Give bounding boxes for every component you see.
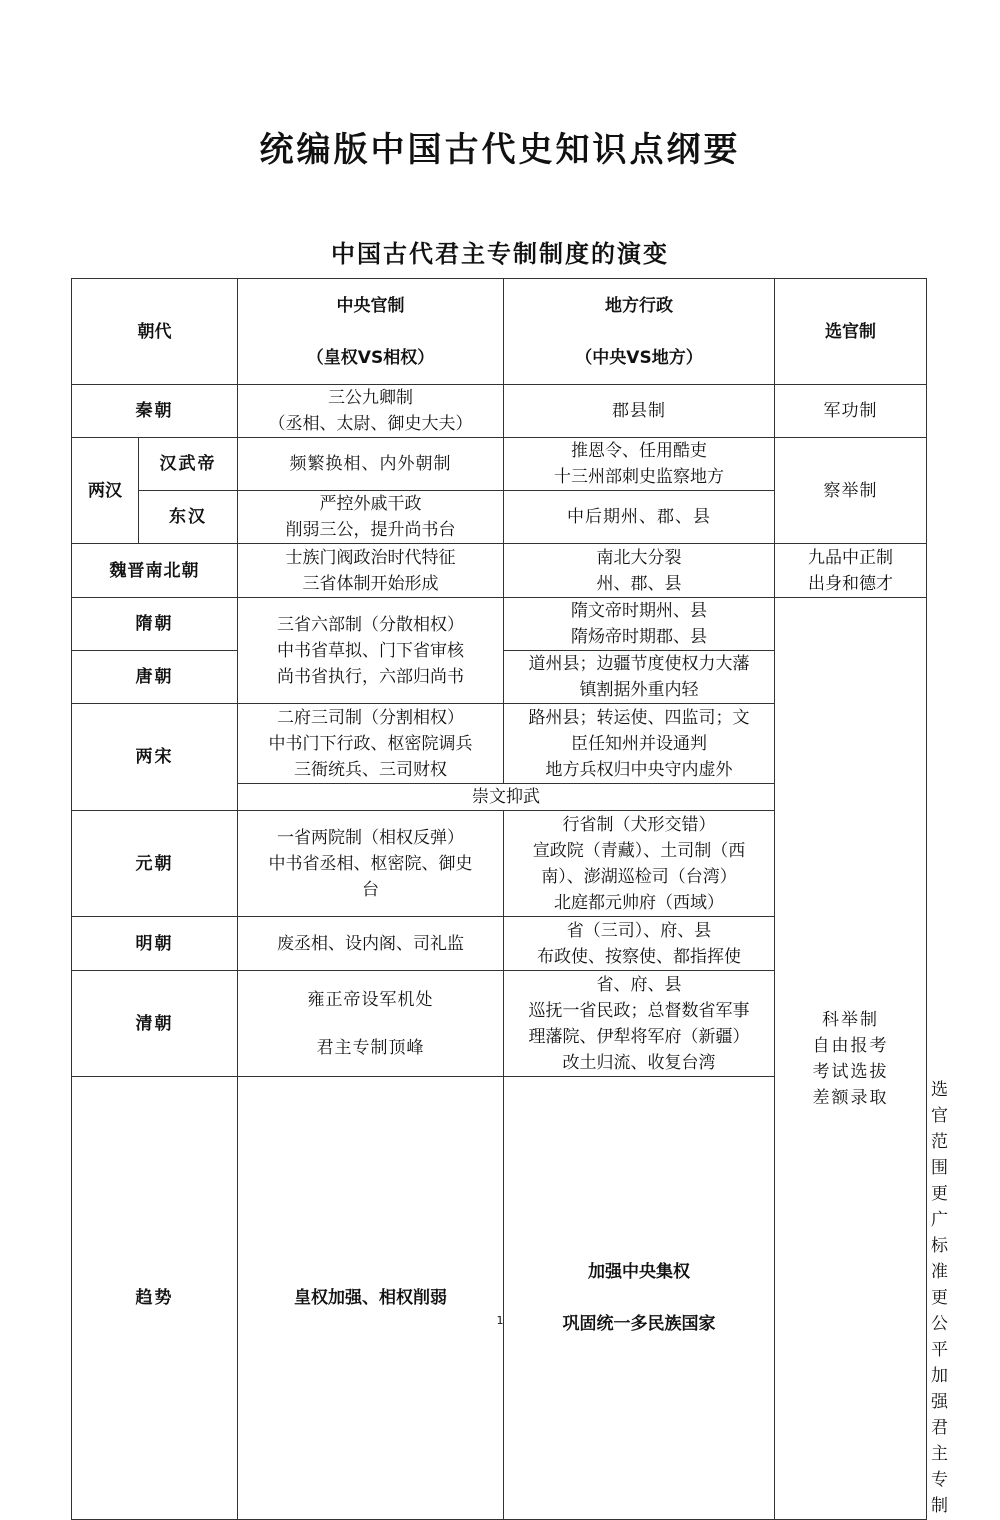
- qing-local-line: 巡抚一省民政；总督数省军事: [528, 1000, 750, 1021]
- dynasty-weijin: 魏晋南北朝: [72, 544, 238, 598]
- row-trend: 趋势: [72, 1077, 238, 1520]
- yuan-central-line: 中书省丞相、枢密院、御史: [268, 853, 473, 874]
- table-header-row: [72, 279, 927, 385]
- weijin-local: [504, 544, 775, 598]
- song-note: 崇文抑武: [238, 784, 775, 811]
- table-row: [72, 598, 927, 651]
- section-title: 中国古代君主专制制度的演变: [331, 240, 669, 268]
- song-central: [238, 704, 504, 784]
- suitang-central-line: 三省六部制（分散相权）: [277, 614, 464, 635]
- qing-central-line: 雍正帝设军机处: [307, 989, 434, 1010]
- table-row: [72, 438, 927, 491]
- han-selection: 察举制: [775, 438, 927, 544]
- header-central: [238, 279, 504, 385]
- yuan-local-line: 北庭都元帅府（西域）: [554, 892, 724, 913]
- header-central-sub: （皇权VS相权）: [306, 347, 435, 368]
- suitang-central-line: 尚书省执行，六部归尚书: [277, 666, 464, 687]
- song-central-line: 中书门下行政、枢密院调兵: [268, 733, 473, 754]
- tang-local-line: 道州县；边疆节度使权力大藩: [528, 654, 750, 674]
- ming-local-line: 布政使、按察使、都指挥使: [537, 946, 741, 967]
- yuan-local-line: 宣政院（青藏）、土司制（西: [532, 840, 746, 861]
- table-row: 趋势 皇权加强、相权削弱 加强中央集权 巩固统一多民族国家 选官范围更广 标准更公平 加强君主专制: [72, 1077, 927, 1520]
- weijin-selection-line: 出身和德才: [808, 573, 893, 594]
- weijin-selection-line: 九品中正制: [808, 547, 893, 568]
- weijin-central-line: 士族门阀政治时代特征: [285, 547, 456, 568]
- table-row: [72, 544, 927, 598]
- wudi-local-line: 十三州部刺史监察地方: [554, 467, 724, 487]
- sui-local-line: 隋文帝时期州、县: [571, 601, 707, 621]
- dynasty-han-group: 两汉: [72, 438, 139, 544]
- song-central-line: 三衙统兵、三司财权: [294, 759, 447, 780]
- weijin-selection: [775, 544, 927, 598]
- qing-central-line: 君主专制顶峰: [316, 1037, 425, 1058]
- keju-line: 考试选拔: [812, 1061, 889, 1082]
- qing-local-line: 改土归流、收复台湾: [562, 1052, 716, 1073]
- donghan-central-line: 削弱三公，提升尚书台: [285, 520, 456, 540]
- sui-local: [504, 598, 775, 651]
- trend-central: 皇权加强、相权削弱: [238, 1077, 504, 1520]
- dynasty-yuan: 元朝: [72, 811, 238, 917]
- tang-local: [504, 651, 775, 704]
- dynasty-sui: 隋朝: [72, 598, 238, 651]
- dynasty-ming: 明朝: [72, 917, 238, 971]
- weijin-local-line: 南北大分裂: [596, 547, 682, 568]
- ming-central: 废丞相、设内阁、司礼监: [238, 917, 504, 971]
- trend-local-line: 加强中央集权: [588, 1262, 690, 1282]
- sui-local-line: 隋炀帝时期郡、县: [571, 627, 707, 647]
- qin-local: 郡县制: [504, 385, 775, 438]
- donghan-central-line: 严控外戚干政: [319, 494, 422, 514]
- keju-line: 差额录取: [812, 1087, 889, 1108]
- dynasty-qing: 清朝: [72, 971, 238, 1077]
- yuan-central-line: 台: [362, 879, 379, 900]
- qin-central: [238, 385, 504, 438]
- qing-central: [238, 971, 504, 1077]
- trend-local-line: 巩固统一多民族国家: [562, 1314, 716, 1334]
- keju-line: 科举制: [822, 1009, 879, 1030]
- header-central-title: 中央官制: [336, 295, 405, 316]
- keju-selection: [775, 598, 927, 1520]
- dynasty-donghan: 东汉: [139, 491, 238, 544]
- dynasty-song: 两宋: [72, 704, 238, 811]
- qing-local-line: 理藩院、伊犁将军府（新疆）: [528, 1026, 750, 1047]
- qin-selection: 军功制: [775, 385, 927, 438]
- tang-local-line: 镇割据外重内轻: [579, 680, 699, 700]
- qing-local-line: 省、府、县: [596, 974, 682, 995]
- wudi-local-line: 推恩令、任用酷吏: [571, 441, 707, 461]
- yuan-central-line: 一省两院制（相权反弹）: [277, 827, 464, 848]
- weijin-central: [238, 544, 504, 598]
- song-local-line: 臣任知州并设通判: [571, 733, 707, 754]
- suitang-central: [238, 598, 504, 704]
- weijin-central-line: 三省体制开始形成: [302, 573, 439, 594]
- keju-line: 自由报考: [812, 1035, 889, 1056]
- ming-local: [504, 917, 775, 971]
- song-local: [504, 704, 775, 784]
- ming-local-line: 省（三司）、府、县: [566, 920, 712, 941]
- yuan-central: [238, 811, 504, 917]
- table-row: [72, 385, 927, 438]
- evolution-table: [71, 278, 948, 1520]
- header-selection: 选官制: [775, 279, 927, 385]
- qing-local: [504, 971, 775, 1077]
- dynasty-tang: 唐朝: [72, 651, 238, 704]
- header-local: [504, 279, 775, 385]
- header-dynasty: 朝代: [72, 279, 238, 385]
- yuan-local-line: 行省制（犬形交错）: [562, 814, 716, 835]
- suitang-central-line: 中书省草拟、门下省审核: [277, 640, 464, 661]
- song-local-line: 路州县；转运使、四监司；文: [528, 707, 750, 728]
- dynasty-han-wudi: 汉武帝: [139, 438, 238, 491]
- header-local-title: 地方行政: [605, 295, 673, 316]
- page-number: 1: [496, 1314, 504, 1327]
- yuan-local: [504, 811, 775, 917]
- qin-central-line: （丞相、太尉、御史大夫）: [268, 414, 473, 434]
- song-local-line: 地方兵权归中央守内虚外: [545, 759, 733, 780]
- document-title: 统编版中国古代史知识点纲要: [259, 130, 741, 170]
- trend-local: [504, 1077, 775, 1520]
- header-local-sub: （中央VS地方）: [575, 347, 703, 368]
- wudi-central: 频繁换相、内外朝制: [238, 438, 504, 491]
- wudi-local: [504, 438, 775, 491]
- yuan-local-line: 南）、澎湖巡检司（台湾）: [541, 866, 737, 887]
- qin-central-line: 三公九卿制: [328, 388, 413, 408]
- donghan-local: 中后期州、郡、县: [504, 491, 775, 544]
- dynasty-qin: 秦朝: [72, 385, 238, 438]
- song-central-line: 二府三司制（分割相权）: [277, 707, 464, 728]
- weijin-local-line: 州、郡、县: [596, 573, 682, 594]
- donghan-central: [238, 491, 504, 544]
